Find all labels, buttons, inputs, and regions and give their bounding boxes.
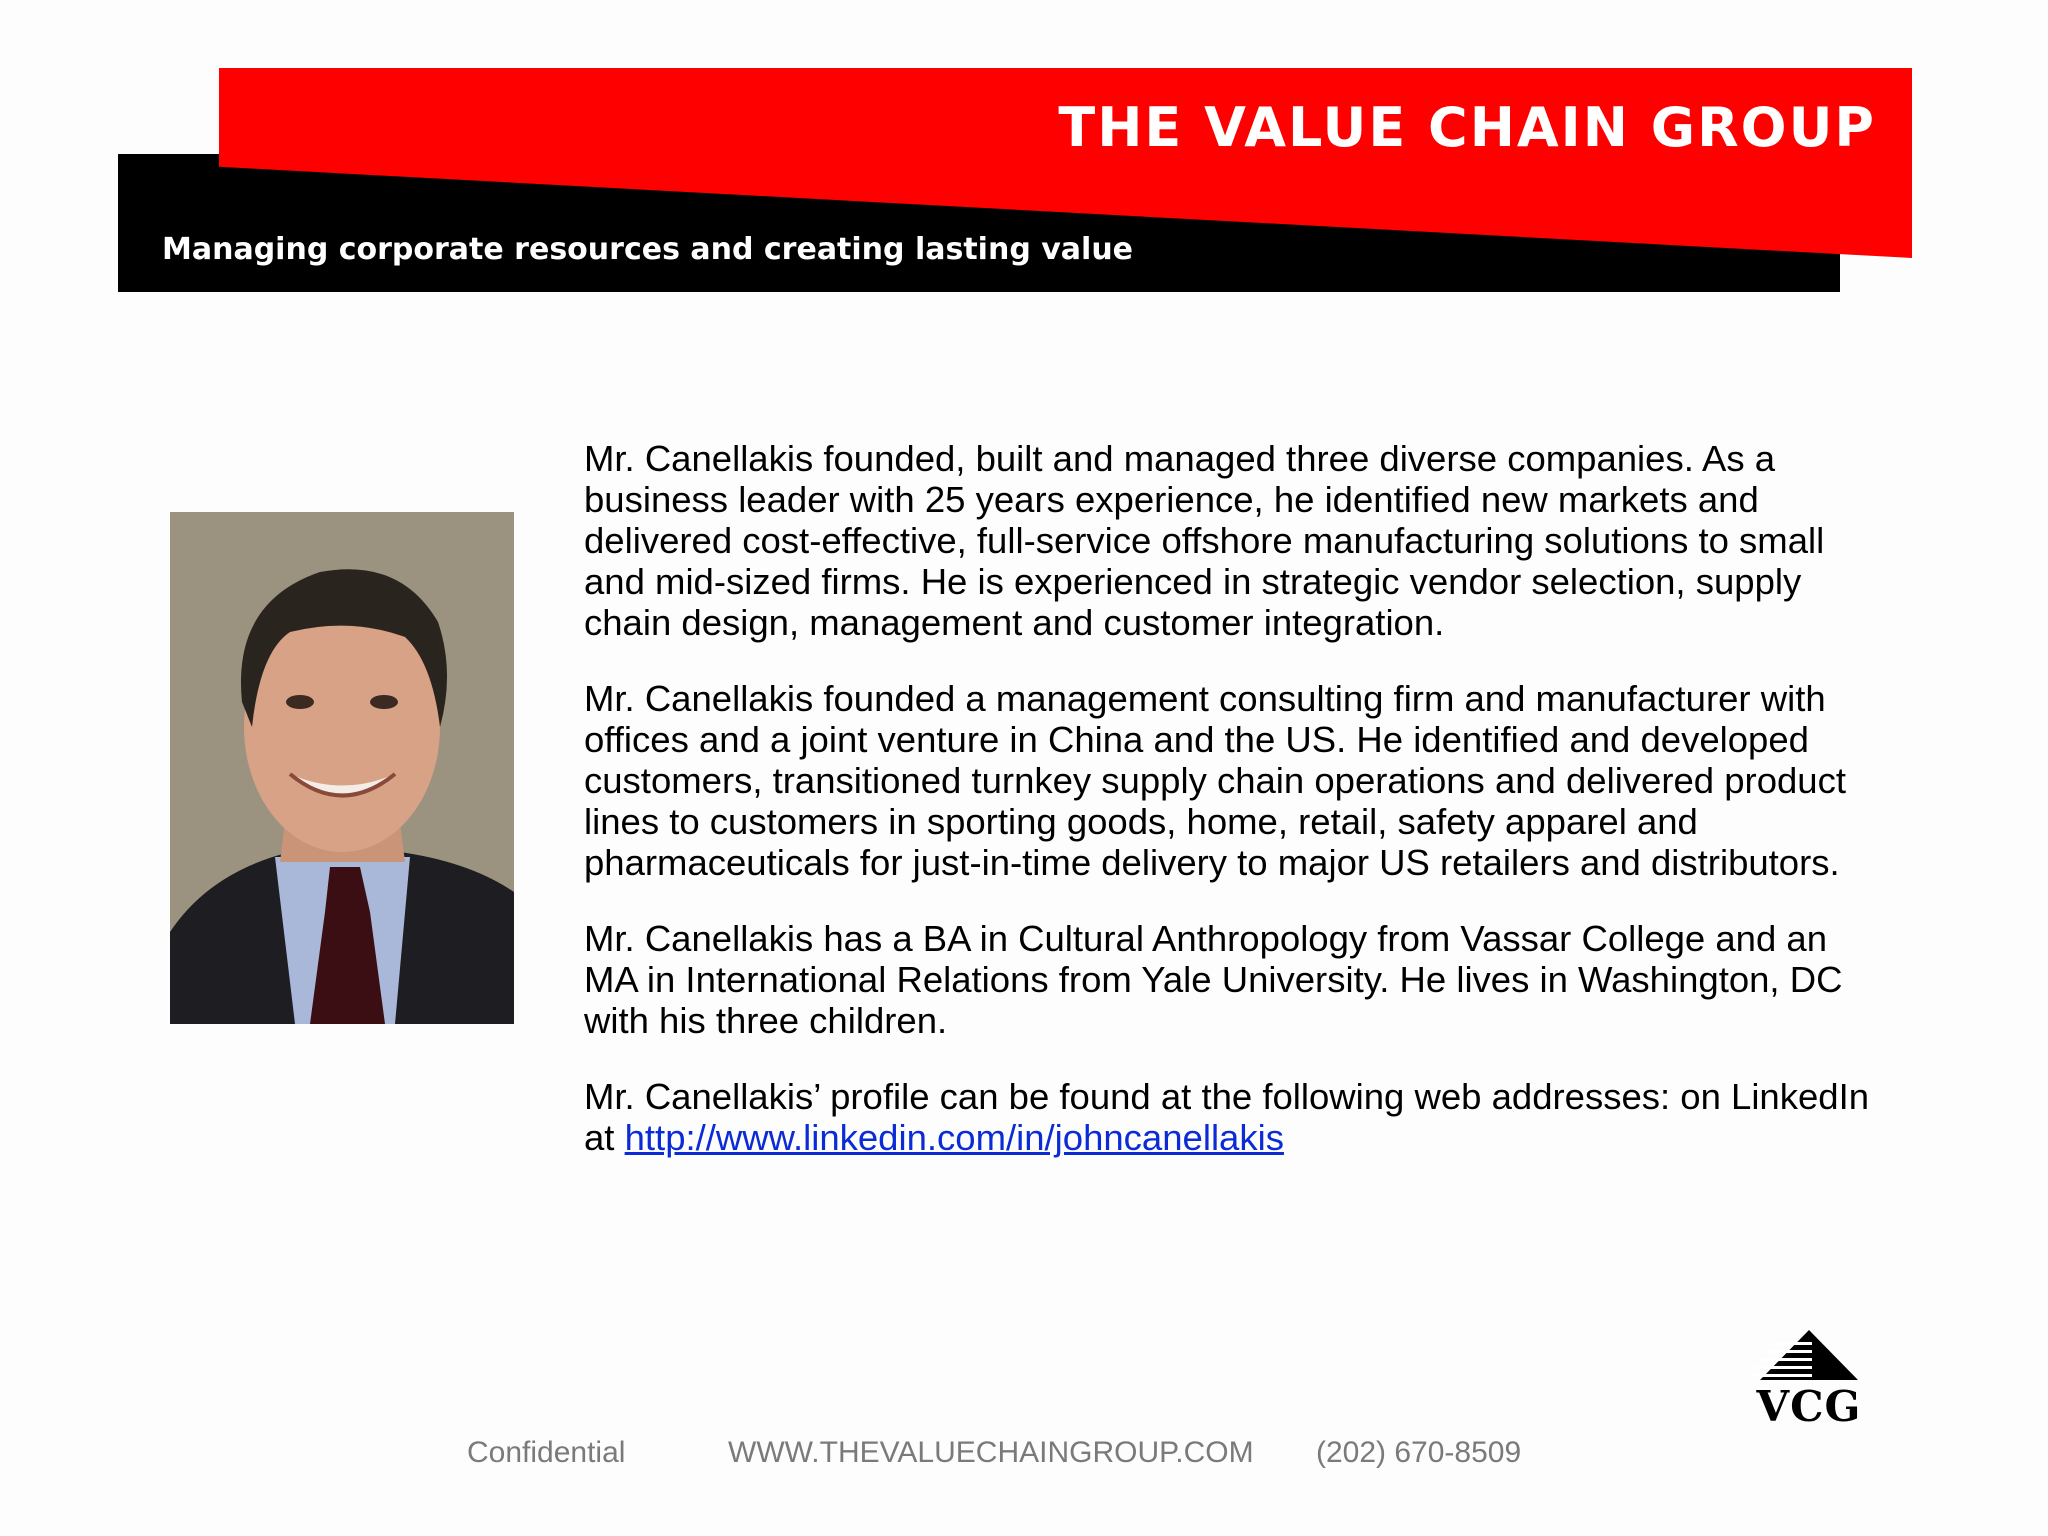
linkedin-link[interactable]: http://www.linkedin.com/in/johncanellakis (624, 1117, 1284, 1158)
company-name: THE VALUE CHAIN GROUP (1058, 96, 1876, 159)
footer-confidential: Confidential (467, 1436, 626, 1469)
bio-text (584, 438, 1884, 1193)
profile-paragraph (584, 1076, 1884, 1158)
bio-paragraph: Mr. Canellakis has a BA in Cultural Anthropology from Vassar College and an MA in International Relations from Yale University. He lives in Washington, DC with his three children. (584, 918, 1843, 1041)
footer (0, 1436, 2048, 1476)
footer-website: WWW.THEVALUECHAINGROUP.COM (728, 1436, 1254, 1469)
footer-phone: (202) 670-8509 (1316, 1436, 1522, 1469)
tagline: Managing corporate resources and creating lasting value (162, 232, 1134, 267)
bio-paragraph: Mr. Canellakis founded, built and managed three diverse companies. As a business leader with 25 years experience, he identified new markets and delivered cost-effective, full-service offshore manufacturing solutions to small and mid-sized firms. He is experienced in strategic vendor selection, supply chain design, management and customer integration. (584, 438, 1825, 643)
portrait-photo (170, 512, 514, 1024)
pyramid-logo-icon (1752, 1328, 1866, 1390)
logo-text: VCG (1756, 1382, 1862, 1431)
vcg-logo (1752, 1328, 1866, 1431)
person-photo-icon (170, 512, 514, 1024)
profile-text: Mr. Canellakis’ profile can be found at the following web addresses: on LinkedIn at (584, 1076, 1870, 1158)
bio-paragraph: Mr. Canellakis founded a management consulting firm and manufacturer with offices and a joint venture in China and the US. He identified and developed customers, transitioned turnkey supply chain operations and delivered product lines to customers in sporting goods, home, retail, safety apparel and pharmaceuticals for just-in-time delivery to major US retailers and distributors. (584, 678, 1846, 883)
